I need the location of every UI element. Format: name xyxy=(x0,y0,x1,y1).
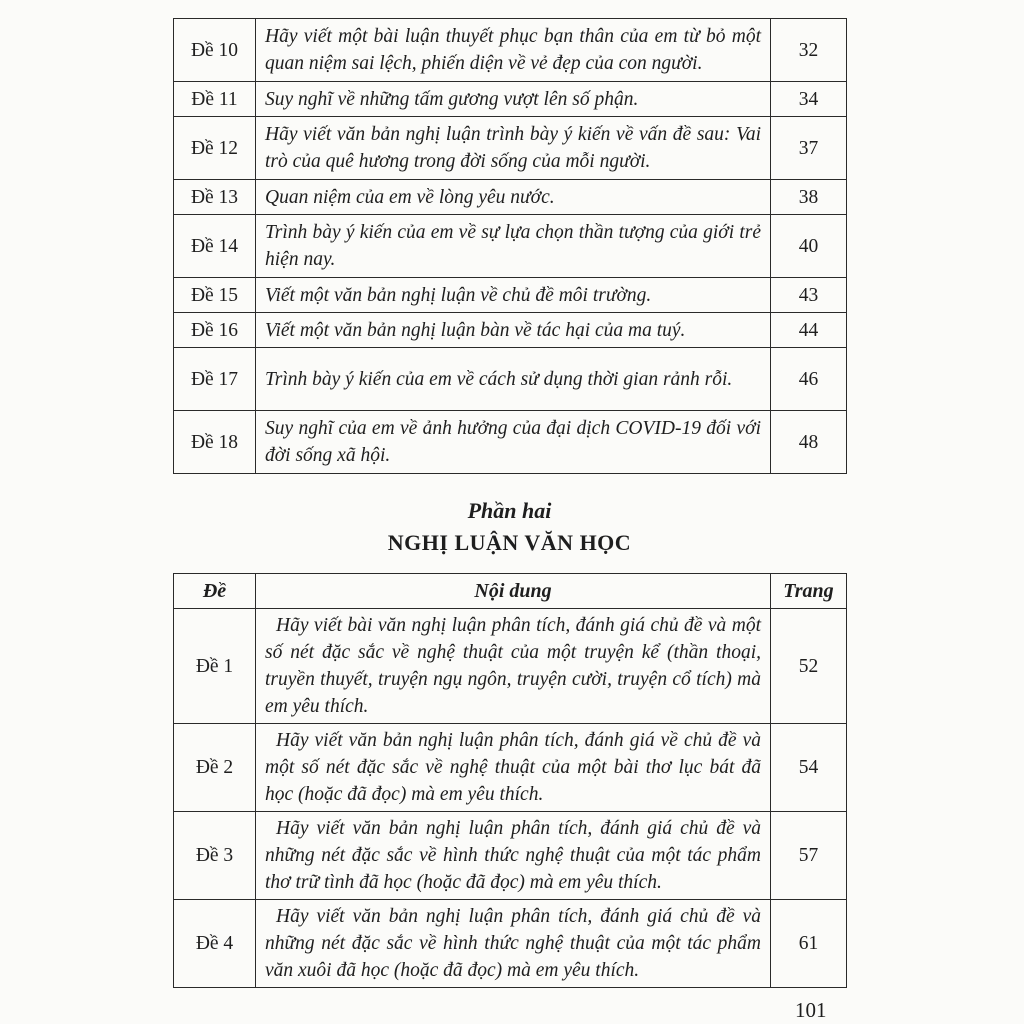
topic-text: Hãy viết bài văn nghị luận phân tích, đánh giá chủ đề và một số nét đặc sắc về nghệ thuật của một truyện kể (thần thoại, truyền thuyết, truyện ngụ ngôn, truyện cười, truyện cổ tích) mà em yêu thích. xyxy=(256,609,771,724)
de-label: Đề 13 xyxy=(174,180,256,215)
page-ref: 44 xyxy=(771,313,847,348)
de-label: Đề 14 xyxy=(174,215,256,278)
topic-text: Trình bày ý kiến của em về cách sử dụng thời gian rảnh rỗi. xyxy=(256,348,771,411)
part-title: NGHỊ LUẬN VĂN HỌC xyxy=(387,530,632,555)
toc-row xyxy=(174,313,847,348)
de-label: Đề 18 xyxy=(174,411,256,474)
topic-text: Hãy viết văn bản nghị luận phân tích, đánh giá về chủ đề và một số nét đặc sắc về nghệ thuật của một bài thơ lục bát đã học (hoặc đã đọc) mà em yêu thích. xyxy=(256,724,771,812)
topic-text: Hãy viết văn bản nghị luận phân tích, đánh giá chủ đề và những nét đặc sắc về hình thức nghệ thuật của một tác phẩm thơ trữ tình đã học (hoặc đã đọc) mà em yêu thích. xyxy=(256,812,771,900)
page-ref: 34 xyxy=(771,82,847,117)
toc-row xyxy=(174,348,847,411)
de-label: Đề 1 xyxy=(174,609,256,724)
page-ref: 40 xyxy=(771,215,847,278)
toc-row xyxy=(174,117,847,180)
page-ref: 54 xyxy=(771,724,847,812)
de-label: Đề 12 xyxy=(174,117,256,180)
topic-text: Hãy viết văn bản nghị luận phân tích, đánh giá chủ đề và những nét đặc sắc về hình thức nghệ thuật của một tác phẩm văn xuôi đã học (hoặc đã đọc) mà em yêu thích. xyxy=(256,900,771,988)
part-label: Phần hai xyxy=(467,498,552,523)
section-heading xyxy=(173,498,846,556)
header-de: Đề xyxy=(174,574,256,609)
toc-row xyxy=(174,900,847,988)
page-number: 101 xyxy=(795,998,827,1022)
topic-text: Suy nghĩ về những tấm gương vượt lên số phận. xyxy=(256,82,771,117)
toc-table-continued xyxy=(173,18,847,474)
page-ref: 61 xyxy=(771,900,847,988)
topic-text: Trình bày ý kiến của em về sự lựa chọn thần tượng của giới trẻ hiện nay. xyxy=(256,215,771,278)
toc-row xyxy=(174,82,847,117)
de-label: Đề 15 xyxy=(174,278,256,313)
page-ref: 32 xyxy=(771,19,847,82)
topic-text: Hãy viết một bài luận thuyết phục bạn thân của em từ bỏ một quan niệm sai lệch, phiến diện về vẻ đẹp của con người. xyxy=(256,19,771,82)
toc-header-row xyxy=(174,574,847,609)
header-trang: Trang xyxy=(771,574,847,609)
topic-text: Viết một văn bản nghị luận bàn về tác hại của ma tuý. xyxy=(256,313,771,348)
page-ref: 46 xyxy=(771,348,847,411)
toc-row xyxy=(174,411,847,474)
toc-row xyxy=(174,724,847,812)
de-label: Đề 4 xyxy=(174,900,256,988)
toc-row xyxy=(174,180,847,215)
topic-text: Suy nghĩ của em về ảnh hưởng của đại dịch COVID-19 đối với đời sống xã hội. xyxy=(256,411,771,474)
toc-table-main xyxy=(173,573,847,988)
page-ref: 57 xyxy=(771,812,847,900)
topic-text: Viết một văn bản nghị luận về chủ đề môi trường. xyxy=(256,278,771,313)
toc-row xyxy=(174,278,847,313)
toc-row xyxy=(174,812,847,900)
de-label: Đề 16 xyxy=(174,313,256,348)
toc-row xyxy=(174,19,847,82)
header-noi-dung: Nội dung xyxy=(256,574,771,609)
topic-text: Quan niệm của em về lòng yêu nước. xyxy=(256,180,771,215)
topic-text: Hãy viết văn bản nghị luận trình bày ý kiến về vấn đề sau: Vai trò của quê hương trong đời sống của mỗi người. xyxy=(256,117,771,180)
de-label: Đề 3 xyxy=(174,812,256,900)
de-label: Đề 2 xyxy=(174,724,256,812)
page-ref: 38 xyxy=(771,180,847,215)
page-ref: 43 xyxy=(771,278,847,313)
page-ref: 48 xyxy=(771,411,847,474)
page-ref: 52 xyxy=(771,609,847,724)
de-label: Đề 17 xyxy=(174,348,256,411)
de-label: Đề 10 xyxy=(174,19,256,82)
page-ref: 37 xyxy=(771,117,847,180)
toc-row xyxy=(174,609,847,724)
de-label: Đề 11 xyxy=(174,82,256,117)
toc-row xyxy=(174,215,847,278)
